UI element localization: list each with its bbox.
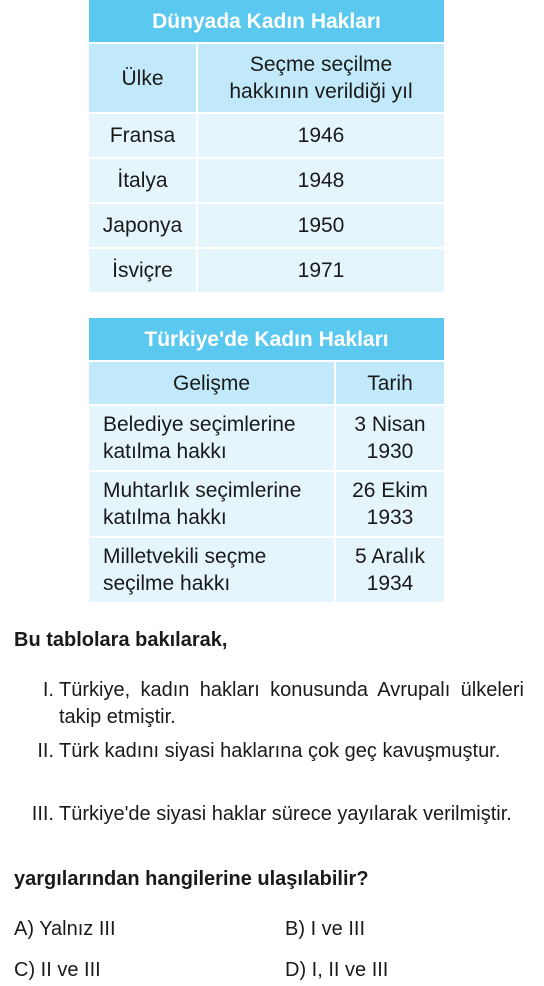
statement-1 <box>14 677 524 733</box>
statement-2 <box>14 738 524 794</box>
option-text: II ve III <box>40 959 101 981</box>
table1-title: Dünyada Kadın Hakları <box>88 0 445 43</box>
country-cell: İsviçre <box>88 248 197 293</box>
development-cell: Belediye seçimlerine katılma hakkı <box>88 405 335 471</box>
country-cell: Japonya <box>88 203 197 248</box>
statement-text: Türk kadını siyasi haklarına çok geç kavuşmuştur. <box>59 740 501 762</box>
question-prompt: yargılarından hangilerine ulaşılabilir? <box>14 868 369 890</box>
statement-text: Türkiye, kadın hakları konusunda Avrupalı ülkeleri takip etmiştir. <box>59 679 524 728</box>
option-letter: D) <box>285 959 307 981</box>
option-letter: B) <box>285 918 305 940</box>
option-letter: C) <box>14 959 36 981</box>
year-cell: 1950 <box>197 203 445 248</box>
table1-header-year: Seçme seçilme hakkının verildiği yıl <box>197 43 445 113</box>
question-intro: Bu tablolara bakılarak, <box>14 629 228 651</box>
option-d[interactable] <box>285 957 388 984</box>
table2-header-date: Tarih <box>335 361 445 405</box>
turkey-womens-rights-table <box>87 316 446 604</box>
table-row <box>88 203 445 248</box>
year-cell: 1948 <box>197 158 445 203</box>
year-cell: 1946 <box>197 113 445 158</box>
table-row <box>88 471 445 537</box>
option-letter: A) <box>14 918 34 940</box>
statement-number: I. <box>42 679 54 701</box>
statement-3 <box>14 801 524 857</box>
date-cell: 26 Ekim 1933 <box>335 471 445 537</box>
statement-number: II. <box>37 740 54 762</box>
table-row <box>88 158 445 203</box>
table1-header-country: Ülke <box>88 43 197 113</box>
table-row <box>88 537 445 603</box>
world-womens-rights-table <box>87 0 446 294</box>
table2-header-development: Gelişme <box>88 361 335 405</box>
option-a[interactable] <box>14 916 116 943</box>
table-row <box>88 248 445 293</box>
year-cell: 1971 <box>197 248 445 293</box>
option-text: I, II ve III <box>311 959 389 981</box>
table2-title: Türkiye'de Kadın Hakları <box>88 317 445 361</box>
table-row <box>88 405 445 471</box>
country-cell: Fransa <box>88 113 197 158</box>
development-cell: Muhtarlık seçimlerine katılma hakkı <box>88 471 335 537</box>
statement-number: III. <box>31 803 54 825</box>
date-cell: 3 Nisan 1930 <box>335 405 445 471</box>
option-b[interactable] <box>285 916 365 943</box>
option-text: Yalnız III <box>39 918 116 940</box>
option-c[interactable] <box>14 957 101 984</box>
table-row <box>88 113 445 158</box>
statement-text: Türkiye'de siyasi haklar sürece yayılarak verilmiştir. <box>59 803 512 825</box>
date-cell: 5 Aralık 1934 <box>335 537 445 603</box>
country-cell: İtalya <box>88 158 197 203</box>
option-text: I ve III <box>310 918 366 940</box>
development-cell: Milletvekili seçme seçilme hakkı <box>88 537 335 603</box>
